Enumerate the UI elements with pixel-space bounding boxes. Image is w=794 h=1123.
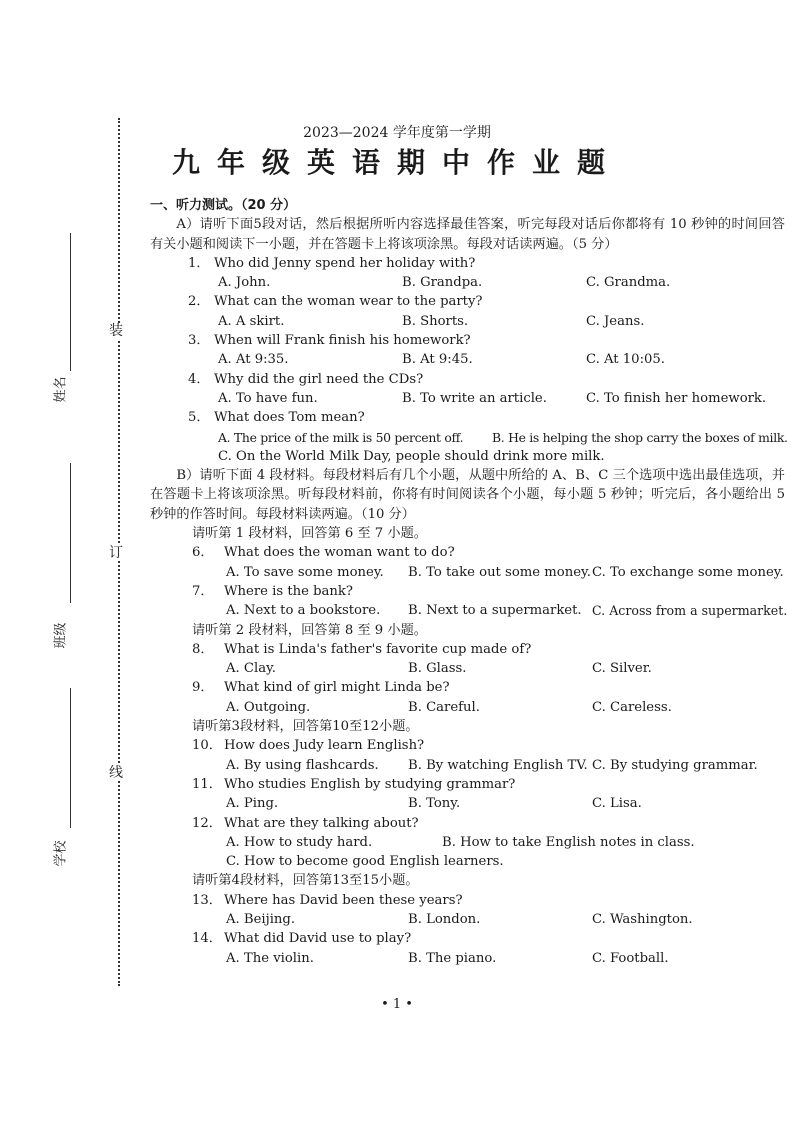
- question: 5． What does Tom mean?: [188, 410, 365, 426]
- school-field-label: 学校: [53, 840, 69, 867]
- exam-content: [150, 196, 788, 968]
- name-field-line: [70, 233, 71, 371]
- question: 8． What is Linda's father's favorite cup made of?: [192, 641, 532, 657]
- question: 6． What does the woman want to do?: [192, 545, 455, 561]
- school-year: 2023—2024 学年度第一学期: [303, 125, 491, 141]
- options: A. At 9:35. B. At 9:45. C. At 10:05.: [218, 352, 665, 368]
- question: 3． When will Frank finish his homework?: [188, 333, 471, 349]
- exam-title: 九年级英语期中作业题: [171, 146, 622, 179]
- binding-char-zhuang: 装: [109, 323, 123, 339]
- passage-note: 请听第3段材料，回答第10至12小题。: [192, 719, 419, 735]
- options: C. How to become good English learners.: [226, 854, 504, 870]
- options: C. On the World Milk Day, people should drink more milk.: [218, 448, 605, 464]
- question: 13． Where has David been these years?: [192, 892, 463, 908]
- options: A. By using flashcards. B. By watching English TV. C. By studying grammar.: [226, 757, 758, 773]
- options: A. How to study hard. B. How to take English notes in class.: [226, 834, 695, 850]
- options: A. Ping. B. Tony. C. Lisa.: [226, 796, 642, 812]
- question: 12． What are they talking about?: [192, 815, 419, 831]
- binding-char-xian: 线: [109, 765, 123, 781]
- options: A. Clay. B. Glass. C. Silver.: [226, 661, 652, 677]
- question: 11． Who studies English by studying grammar?: [192, 776, 516, 792]
- options: A. A skirt. B. Shorts. C. Jeans.: [218, 313, 645, 329]
- passage-note: 请听第 1 段材料，回答第 6 至 7 小题。: [192, 526, 427, 542]
- question: 14． What did David use to play?: [192, 931, 412, 947]
- question: 1． Who did Jenny spend her holiday with?: [188, 255, 476, 271]
- question: 10． How does Judy learn English?: [192, 738, 425, 754]
- name-field-label: 姓名: [53, 376, 69, 403]
- binding-char-ding: 订: [109, 545, 123, 561]
- options: A. The violin. B. The piano. C. Football.: [226, 950, 669, 966]
- options: A. To save some money. B. To take out some money. C. To exchange some money.: [226, 564, 784, 580]
- options: A. The price of the milk is 50 percent off. B. He is helping the shop carry the boxes of milk.: [218, 429, 788, 445]
- question: 7． Where is the bank?: [192, 583, 353, 599]
- school-field-line: [70, 688, 71, 828]
- options: A. Beijing. B. London. C. Washington.: [226, 911, 693, 927]
- passage-note: 请听第4段材料，回答第13至15小题。: [192, 873, 419, 889]
- question: 2． What can the woman wear to the party?: [188, 294, 483, 310]
- options: A. Next to a bookstore. B. Next to a supermarket. C. Across from a supermarket.: [226, 603, 788, 619]
- part-b-instructions: B）请听下面 4 段材料。每段材料后有几个小题，从题中所给的 A、B、C 三个选项中选出最佳选项，并在答题卡上将该项涂黑。听每段材料前，你将有时间阅读各个小题，每小题 5 秒钟；听完后，各小题给出 5 秒钟的作答时间。每段材料读两遍。（10 分）: [150, 468, 785, 522]
- class-field-line: [70, 463, 71, 603]
- part-a-instructions: A）请听下面5段对话，然后根据所听内容选择最佳答案，听完每段对话后你都将有 10 秒钟的时间回答有关小题和阅读下一小题，并在答题卡上将该项涂黑。每段对话读两遍。（5 分）: [150, 217, 785, 252]
- class-field-label: 班级: [53, 622, 69, 649]
- question: 9． What kind of girl might Linda be?: [192, 680, 450, 696]
- section-title: 一、听力测试。（20 分）: [150, 198, 297, 213]
- options: A. Outgoing. B. Careful. C. Careless.: [226, 699, 672, 715]
- passage-note: 请听第 2 段材料，回答第 8 至 9 小题。: [192, 622, 427, 638]
- page-number: • 1 •: [381, 997, 413, 1012]
- question: 4． Why did the girl need the CDs?: [188, 371, 424, 387]
- options: A. John. B. Grandpa. C. Grandma.: [218, 275, 671, 291]
- options: A. To have fun. B. To write an article. C. To finish her homework.: [218, 390, 767, 406]
